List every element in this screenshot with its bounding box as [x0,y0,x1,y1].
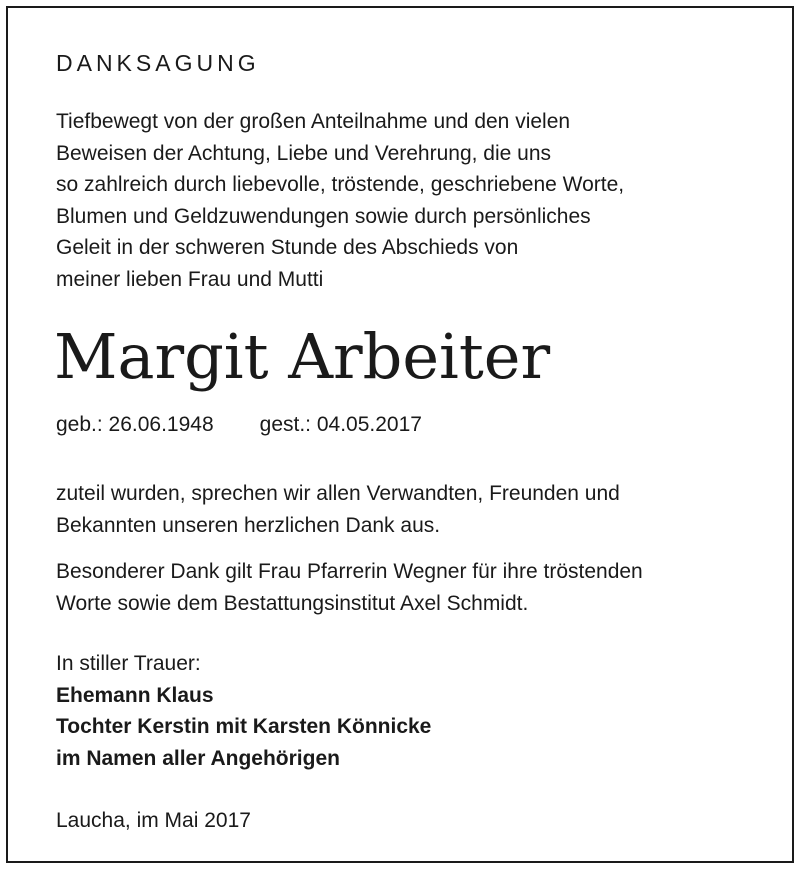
deceased-name: Margit Arbeiter [54,320,551,393]
life-dates [56,410,422,440]
intro-line: meiner lieben Frau und Mutti [56,267,324,291]
death-date: gest.: 04.05.2017 [259,413,422,436]
intro-line: so zahlreich durch liebevolle, tröstende, geschriebene Worte, [56,173,625,196]
special-thanks-line: Worte sowie dem Bestattungsinstitut Axel Schmidt. [56,591,529,615]
mourner-line: Ehemann Klaus [56,683,214,707]
mourners-block [56,648,431,774]
thanks-line: zuteil wurden, sprechen wir allen Verwandten, Freunden und [56,482,620,505]
birth-date: geb.: 26.06.1948 [56,413,214,436]
mourning-intro: In stiller Trauer: [56,652,201,675]
thanks-paragraph [56,478,620,541]
intro-line: Beweisen der Achtung, Liebe und Verehrung, die uns [56,141,552,165]
special-thanks-line: Besonderer Dank gilt Frau Pfarrerin Wegner für ihre tröstenden [56,560,643,583]
notice-heading: DANKSAGUNG [56,50,260,76]
mourner-line: im Namen aller Angehörigen [56,746,340,770]
intro-line: Tiefbewegt von der großen Anteilnahme und den vielen [56,110,571,133]
intro-line: Geleit in der schweren Stunde des Abschieds von [56,236,519,259]
intro-paragraph [56,106,624,295]
obituary-notice [6,6,794,863]
thanks-line: Bekannten unseren herzlichen Dank aus. [56,513,441,537]
place-and-date: Laucha, im Mai 2017 [56,809,251,832]
mourner-line: Tochter Kerstin mit Karsten Könnicke [56,715,432,738]
intro-line: Blumen und Geldzuwendungen sowie durch persönliches [56,204,591,228]
special-thanks-paragraph [56,556,643,619]
